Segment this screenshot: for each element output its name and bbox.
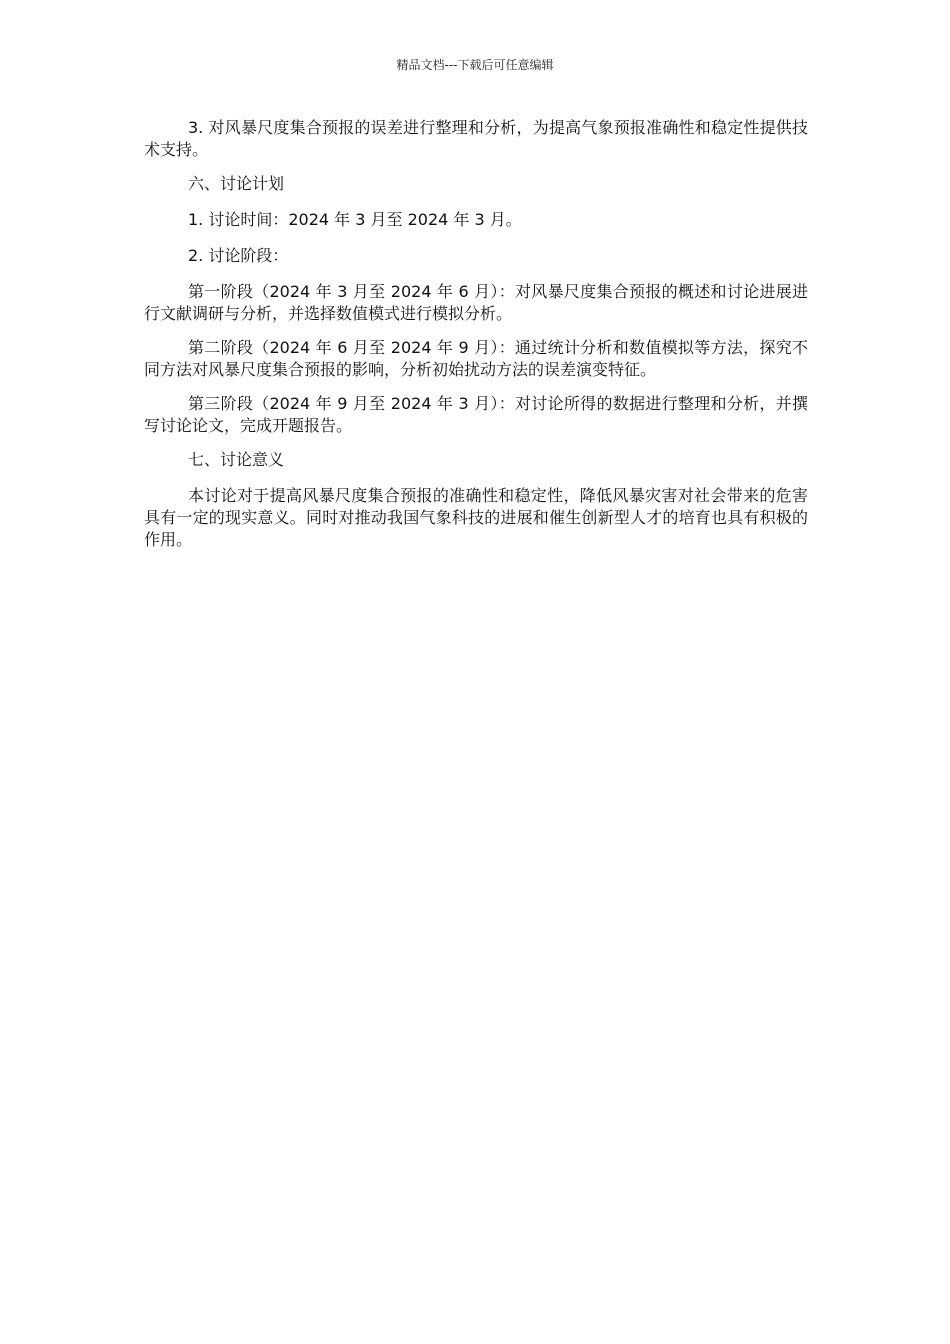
- paragraph-stage-2: 第二阶段（2024 年 6 月至 2024 年 9 月）：通过统计分析和数值模拟等方法，探究不同方法对风暴尺度集合预报的影响，分析初始扰动方法的误差演变特征。: [144, 338, 808, 379]
- paragraph-plan-stages: 2. 讨论阶段：: [188, 246, 289, 265]
- paragraph-stage-1: 第一阶段（2024 年 3 月至 2024 年 6 月）：对风暴尺度集合预报的概述和讨论进展进行文献调研与分析，并选择数值模式进行模拟分析。: [144, 282, 808, 323]
- paragraph-significance: 本讨论对于提高风暴尺度集合预报的准确性和稳定性，降低风暴灾害对社会带来的危害具有一定的现实意义。同时对推动我国气象科技的进展和催生创新型人才的培育也具有积极的作用。: [144, 486, 808, 549]
- paragraph-objective-3: 3. 对风暴尺度集合预报的误差进行整理和分析，为提高气象预报准确性和稳定性提供技术支持。: [144, 118, 808, 159]
- page-header: 精品文档---下载后可任意编辑: [396, 58, 554, 72]
- paragraph-plan-time: 1. 讨论时间：2024 年 3 月至 2024 年 3 月。: [188, 210, 522, 229]
- paragraph-stage-3: 第三阶段（2024 年 9 月至 2024 年 3 月）：对讨论所得的数据进行整理和分析，并撰写讨论论文，完成开题报告。: [144, 394, 808, 435]
- document-body: [144, 117, 808, 563]
- section-heading-research-plan: 六、讨论计划: [188, 174, 285, 193]
- section-heading-significance: 七、讨论意义: [188, 450, 285, 469]
